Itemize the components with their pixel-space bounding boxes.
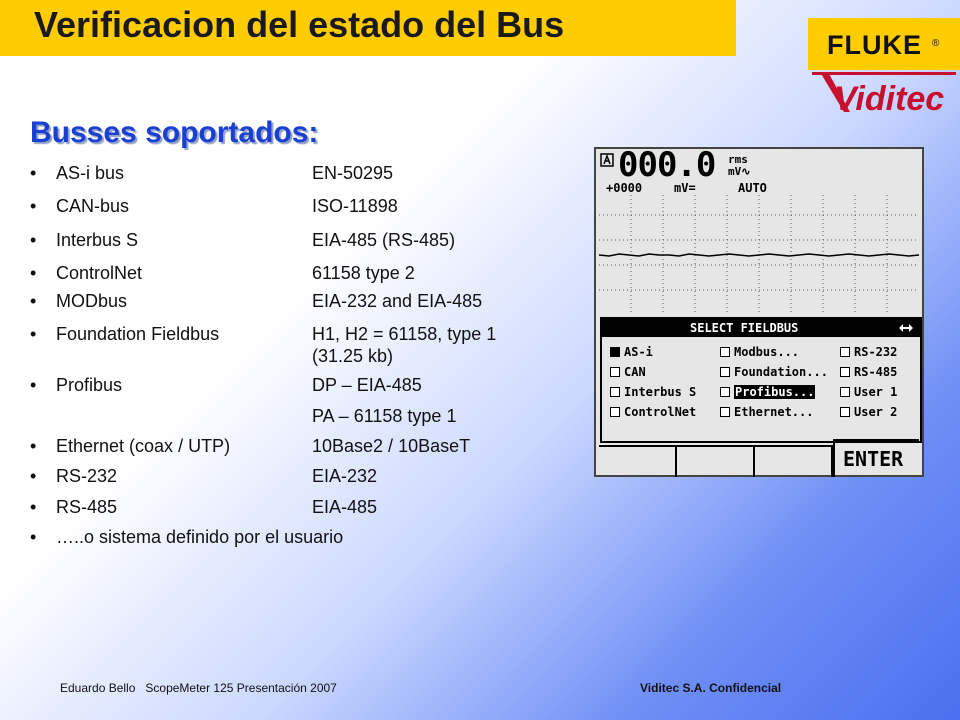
checkbox-icon [720, 387, 730, 397]
bus-standard: EIA-232 and EIA-485 [312, 291, 483, 311]
checkbox-icon [720, 407, 730, 417]
bus-name: MODbus [56, 291, 128, 311]
main-reading: 000.0 [618, 145, 716, 185]
option-foundation[interactable]: Foundation... [720, 365, 828, 379]
bus-name: CAN-bus [56, 196, 130, 216]
checkbox-icon [840, 347, 850, 357]
bus-standard: H1, H2 = 61158, type 1 [312, 324, 497, 344]
checkbox-icon [840, 367, 850, 377]
scopemeter-screen [594, 147, 924, 477]
checkbox-icon [610, 387, 620, 397]
softkey-1[interactable] [599, 445, 677, 477]
bullet: • [30, 324, 37, 344]
menu-title: SELECT FIELDBUS [690, 321, 799, 335]
fluke-logo-text: FLUKE [827, 30, 922, 60]
bus-standard: 61158 type 2 [312, 263, 415, 283]
waveform-trace [599, 254, 919, 256]
bus-standard-line2: PA – 61158 type 1 [312, 406, 457, 426]
softkey-2[interactable] [677, 445, 755, 477]
option-profibus[interactable]: Profibus... [720, 385, 815, 399]
bus-name: Profibus [56, 375, 123, 395]
enter-label: ENTER [843, 447, 904, 471]
viditec-logo [810, 68, 958, 122]
footer-presenter: Eduardo Bello ScopeMeter 125 Presentación 2007 [60, 681, 337, 695]
checkbox-icon [840, 407, 850, 417]
bus-name: Foundation Fieldbus [56, 324, 220, 344]
bullet: • [30, 436, 37, 456]
bullet: • [30, 163, 37, 183]
option-user-2[interactable]: User 2 [840, 405, 897, 419]
bus-name: RS-232 [56, 466, 118, 486]
bus-name: ControlNet [56, 263, 143, 283]
bullet: • [30, 230, 37, 250]
option-user-1[interactable]: User 1 [840, 385, 897, 399]
bus-standard: EIA-485 (RS-485) [312, 230, 456, 250]
unit-bottom: mV∿ [728, 165, 751, 178]
section-heading: Busses soportados: [30, 116, 319, 149]
bus-standard: EIA-232 [312, 466, 378, 486]
option-modbus[interactable]: Modbus... [720, 345, 799, 359]
option-controlnet[interactable]: ControlNet [610, 405, 696, 419]
bus-name: Ethernet (coax / UTP) [56, 436, 231, 456]
option-ethernet[interactable]: Ethernet... [720, 405, 813, 419]
bus-standard: DP – EIA-485 [312, 375, 422, 395]
mode-value: AUTO [738, 181, 767, 195]
checkbox-icon [610, 347, 620, 357]
bus-standard-line2: (31.25 kb) [312, 346, 394, 366]
option-interbus-s[interactable]: Interbus S [610, 385, 696, 399]
bus-standard: EN-50295 [312, 163, 394, 183]
softkey-3[interactable] [755, 445, 833, 477]
checkbox-icon [610, 407, 620, 417]
checkbox-icon [840, 387, 850, 397]
scope-trace-area [599, 195, 919, 315]
bus-standard: 10Base2 / 10BaseT [312, 436, 471, 456]
bullet: • [30, 375, 37, 395]
footer-confidential: Viditec S.A. Confidencial [640, 681, 782, 695]
offset-value: +0000 [606, 181, 643, 195]
arrows-left-right-icon [898, 322, 914, 334]
checkbox-icon [720, 347, 730, 357]
checkbox-icon [610, 367, 620, 377]
bus-standard: ISO-11898 [312, 196, 398, 216]
bullet: • [30, 527, 37, 547]
range-value: mV= [674, 181, 696, 195]
enter-softkey[interactable] [833, 439, 919, 477]
option-can[interactable]: CAN [610, 365, 646, 379]
unit-top: rms [728, 153, 748, 166]
checkbox-icon [720, 367, 730, 377]
autorange-icon [600, 153, 614, 167]
bus-name: RS-485 [56, 497, 118, 517]
bullet: • [30, 291, 37, 311]
option-rs-485[interactable]: RS-485 [840, 365, 897, 379]
bus-name: …..o sistema definido por el usuario [56, 527, 344, 547]
bullet: • [30, 497, 37, 517]
bus-name: Interbus S [56, 230, 139, 250]
viditec-logo-text: Viditec [834, 80, 945, 118]
bus-standard: EIA-485 [312, 497, 378, 517]
bus-name: AS-i bus [56, 163, 125, 183]
slide-title: Verificacion del estado del Bus [34, 4, 565, 45]
bullet: • [30, 196, 37, 216]
bullet: • [30, 263, 37, 283]
option-rs-232[interactable]: RS-232 [840, 345, 897, 359]
option-as-i[interactable]: AS-i [610, 345, 653, 359]
fluke-registered-mark: ® [932, 38, 940, 49]
bullet: • [30, 466, 37, 486]
select-fieldbus-menu [600, 317, 922, 443]
